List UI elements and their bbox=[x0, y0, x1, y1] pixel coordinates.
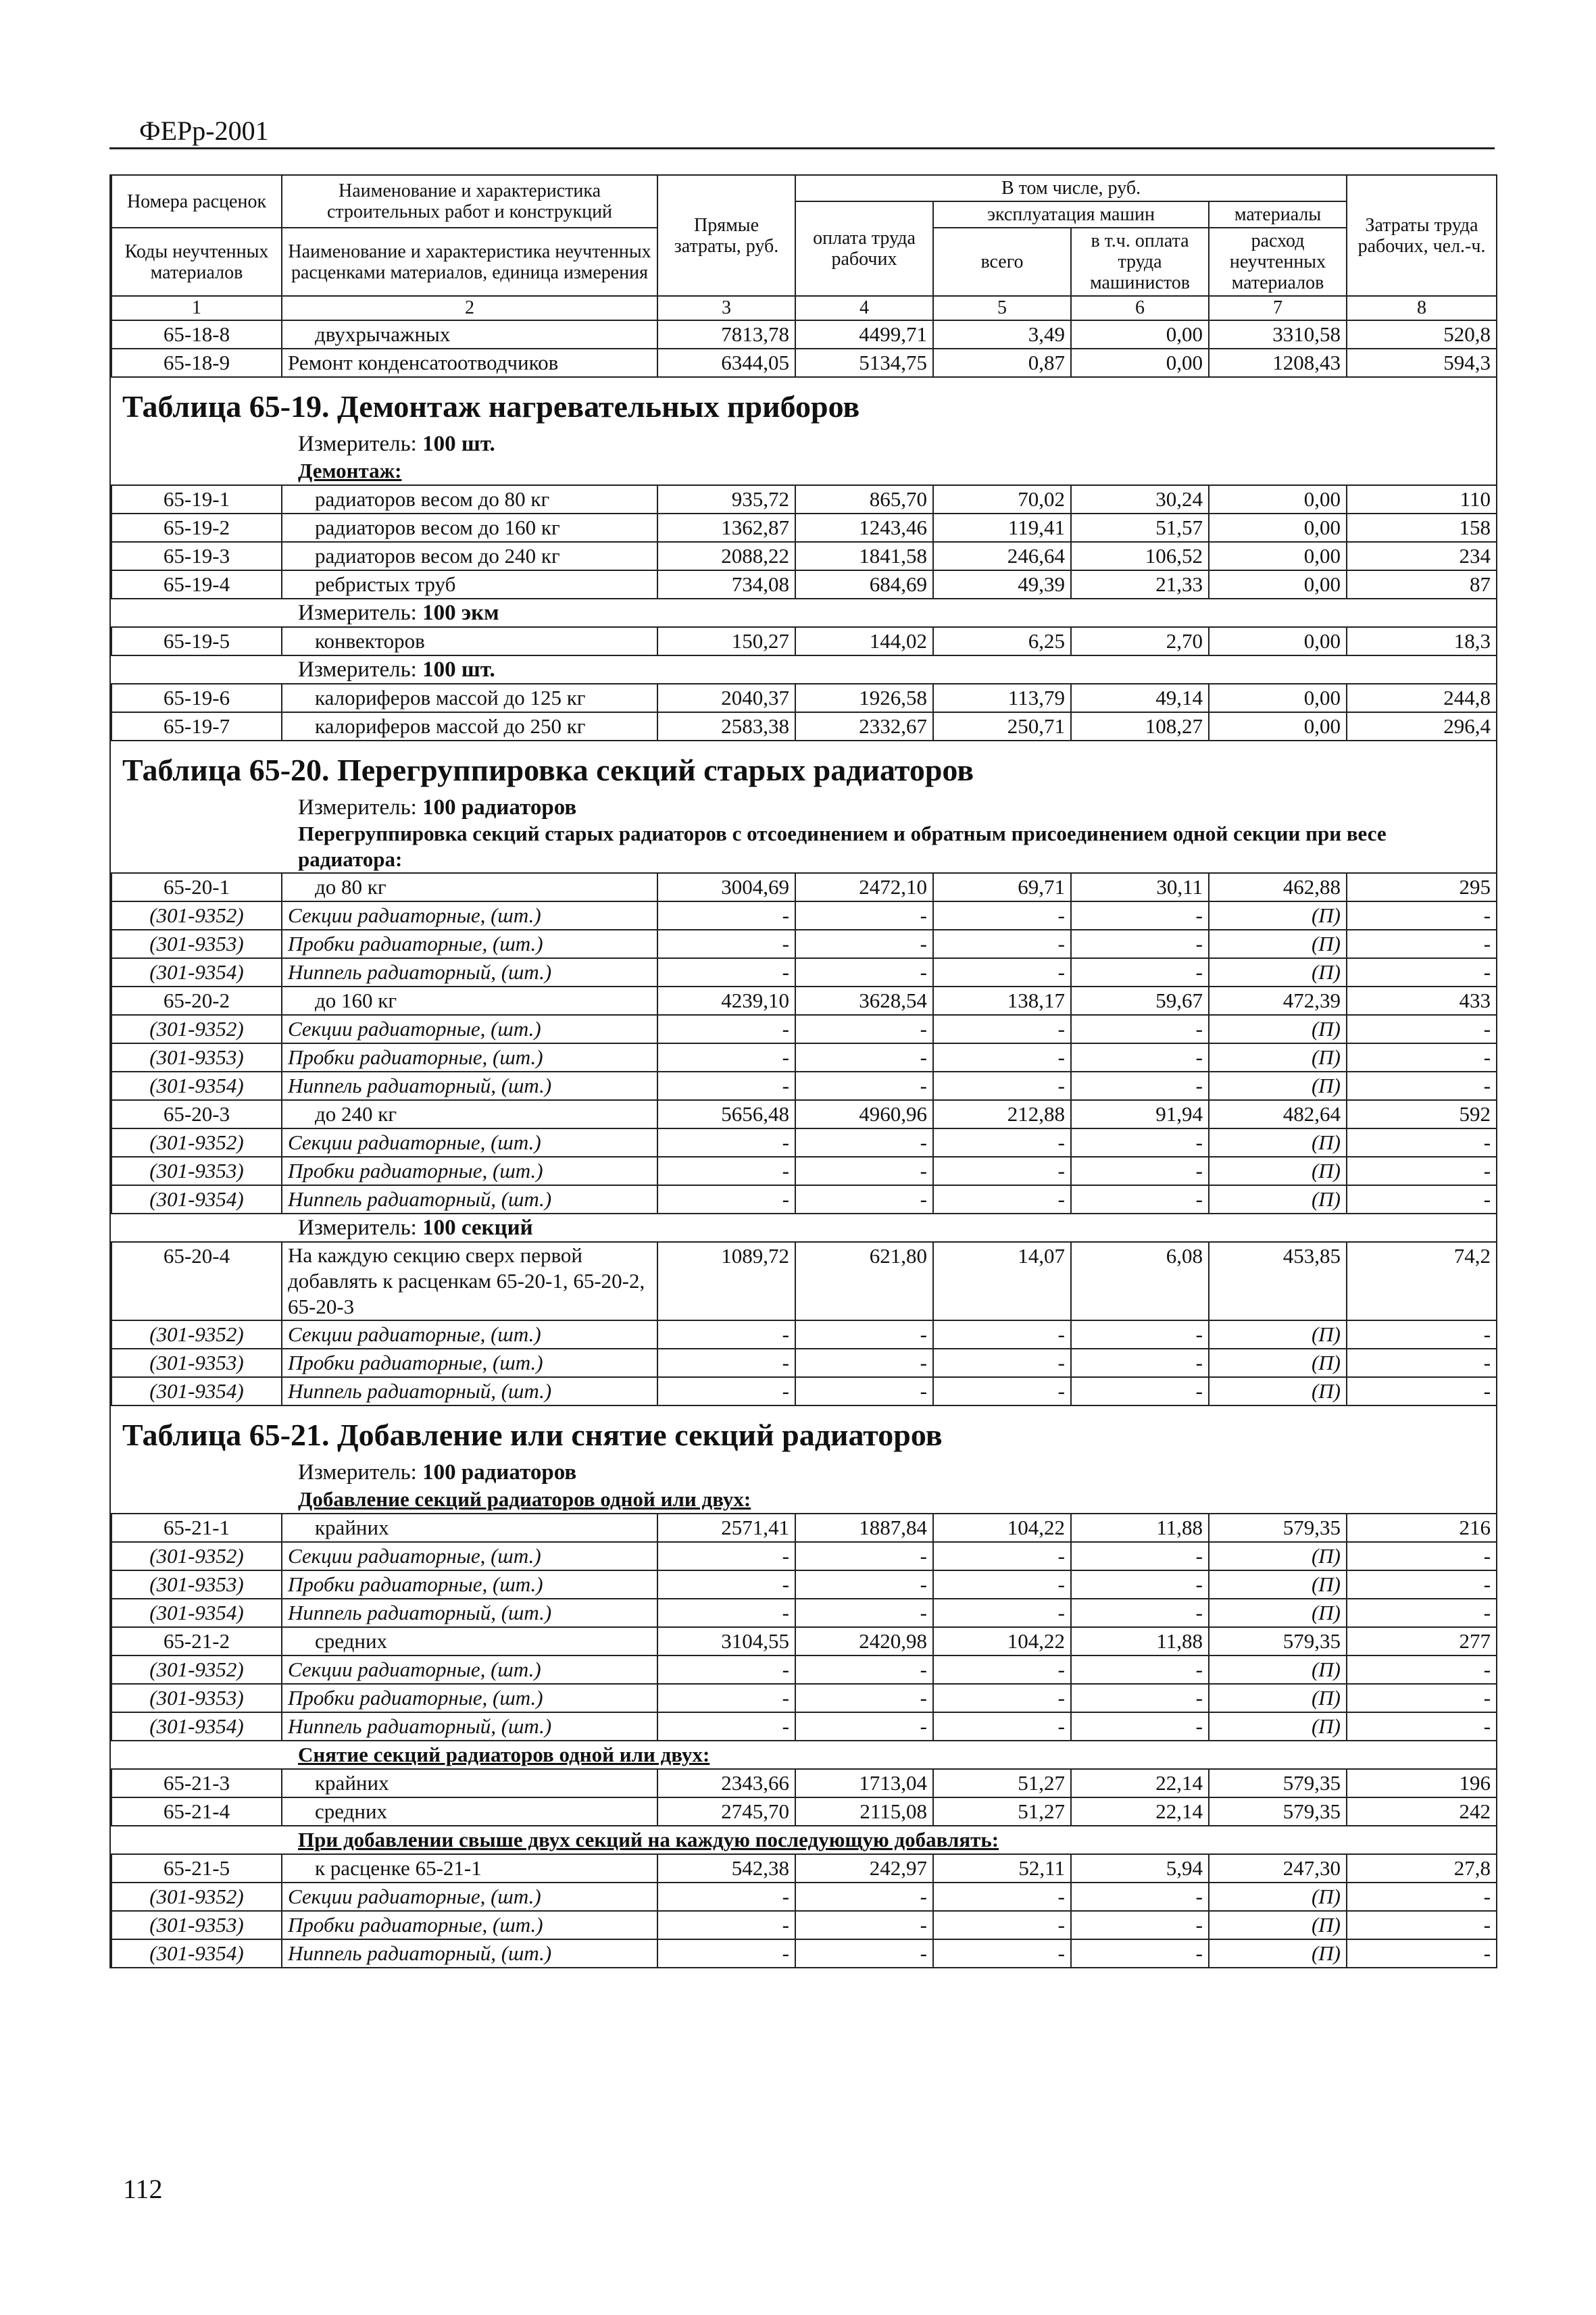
material-row: (301-9353) Пробки радиаторные, (шт.) - - - - (П) - bbox=[111, 1684, 1497, 1712]
material-row: (301-9353) Пробки радиаторные, (шт.) - - - - (П) - bbox=[111, 1349, 1497, 1377]
material-row: (301-9352) Секции радиаторные, (шт.) - - - - (П) - bbox=[111, 1015, 1497, 1043]
col-work-name-header: Наименование и характеристика строительных работ и конструкций bbox=[282, 175, 657, 228]
measure-value: 100 секций bbox=[422, 1216, 533, 1240]
table-row: 65-18-8 двухрычажных 7813,78 4499,71 3,49 0,00 3310,58 520,8 bbox=[111, 320, 1497, 349]
measure-value: 100 радиаторов bbox=[422, 1460, 577, 1485]
material-row: (301-9352) Секции радиаторные, (шт.) - - - - (П) - bbox=[111, 1128, 1497, 1157]
measure-label: Измеритель: bbox=[298, 601, 423, 625]
material-row: (301-9353) Пробки радиаторные, (шт.) - - - - (П) - bbox=[111, 1043, 1497, 1072]
measure-row bbox=[111, 1459, 1497, 1486]
material-row: (301-9352) Секции радиаторные, (шт.) - - - - (П) - bbox=[111, 1542, 1497, 1570]
table-title-65-19: Таблица 65-19. Демонтаж нагревательных приборов bbox=[122, 389, 860, 424]
material-row: (301-9353) Пробки радиаторные, (шт.) - - - - (П) - bbox=[111, 1157, 1497, 1185]
table-row: 65-21-1 крайних 2571,41 1887,84 104,22 11,88 579,35 216 bbox=[111, 1514, 1497, 1542]
material-row: (301-9352) Секции радиаторные, (шт.) - - - - (П) - bbox=[111, 1320, 1497, 1349]
material-row: (301-9354) Ниппель радиаторный, (шт.) - - - - (П) - bbox=[111, 1939, 1497, 1968]
material-row: (301-9352) Секции радиаторные, (шт.) - - - - (П) - bbox=[111, 1883, 1497, 1911]
table-title-65-20: Таблица 65-20. Перегруппировка секций старых радиаторов bbox=[122, 753, 974, 787]
col-direct-costs-header: Прямые затраты, руб. bbox=[657, 175, 795, 296]
page-number: 112 bbox=[123, 2174, 163, 2204]
header-rule bbox=[109, 147, 1495, 149]
material-row: (301-9354) Ниппель радиаторный, (шт.) - - - - (П) - bbox=[111, 958, 1497, 987]
measure-value: 100 радиаторов bbox=[422, 795, 577, 820]
section-row bbox=[111, 1741, 1497, 1769]
table-title-65-21: Таблица 65-21. Добавление или снятие секций радиаторов bbox=[122, 1418, 943, 1452]
table-row: 65-19-6 калориферов массой до 125 кг 2040,37 1926,58 113,79 49,14 0,00 244,8 bbox=[111, 684, 1497, 712]
col-material-names-header: Наименование и характеристика неучтенных расценками материалов, единица измерения bbox=[282, 228, 657, 296]
measure-row bbox=[111, 794, 1497, 821]
section-row bbox=[111, 1826, 1497, 1854]
measure-label: Измеритель: bbox=[298, 432, 423, 456]
main-table-region bbox=[109, 174, 1497, 1968]
material-row: (301-9354) Ниппель радиаторный, (шт.) - - - - (П) - bbox=[111, 1712, 1497, 1741]
section-heading: Снятие секций радиаторов одной или двух: bbox=[282, 1741, 1497, 1769]
col-machinist-pay-header: в т.ч. оплата труда машинистов bbox=[1071, 228, 1209, 296]
col-group-header: В том числе, руб. bbox=[795, 175, 1347, 201]
section-row bbox=[111, 457, 1497, 485]
table-row: 65-21-4 средних 2745,70 2115,08 51,27 22,14 579,35 242 bbox=[111, 1797, 1497, 1826]
measure-label: Измеритель: bbox=[298, 1460, 423, 1485]
section-row bbox=[111, 1486, 1497, 1514]
col-machines-header: эксплуатация машин bbox=[933, 201, 1209, 228]
table-row: 65-20-2 до 160 кг 4239,10 3628,54 138,17 59,67 472,39 433 bbox=[111, 987, 1497, 1015]
table-row: 65-20-4 На каждую секцию сверх первой добавлять к расценкам 65-20-1, 65-20-2, 65-20-3 1089,72 621,80 14,07 6,08 453,85 74,2 bbox=[111, 1242, 1497, 1320]
measure-row bbox=[111, 599, 1497, 627]
measure-row bbox=[111, 655, 1497, 684]
col-unaccounted-materials-header: расход неучтенных материалов bbox=[1209, 228, 1347, 296]
measure-value: 100 экм bbox=[422, 601, 499, 625]
table-row: 65-19-5 конвекторов 150,27 144,02 6,25 2,70 0,00 18,3 bbox=[111, 627, 1497, 655]
material-row: (301-9352) Секции радиаторные, (шт.) - - - - (П) - bbox=[111, 901, 1497, 930]
material-row: (301-9353) Пробки радиаторные, (шт.) - - - - (П) - bbox=[111, 1911, 1497, 1939]
header-row-1 bbox=[111, 175, 1497, 201]
col-materials-header: материалы bbox=[1209, 201, 1347, 228]
col-material-codes-header: Коды неучтенных материалов bbox=[111, 228, 282, 296]
measure-label: Измеритель: bbox=[298, 1216, 423, 1240]
material-row: (301-9353) Пробки радиаторные, (шт.) - - - - (П) - bbox=[111, 930, 1497, 958]
price-table bbox=[111, 174, 1497, 1968]
measure-label: Измеритель: bbox=[298, 657, 423, 682]
col-rate-number-header: Номера расценок bbox=[111, 175, 282, 228]
material-row: (301-9354) Ниппель радиаторный, (шт.) - - - - (П) - bbox=[111, 1599, 1497, 1627]
page-header: ФЕРр-2001 bbox=[139, 116, 269, 146]
table-row: 65-19-1 радиаторов весом до 80 кг 935,72 865,70 70,02 30,24 0,00 110 bbox=[111, 485, 1497, 514]
section-heading: Добавление секций радиаторов одной или двух: bbox=[282, 1486, 1497, 1514]
measure-row bbox=[111, 1214, 1497, 1242]
material-row: (301-9353) Пробки радиаторные, (шт.) - - - - (П) - bbox=[111, 1570, 1497, 1599]
column-numbers-row: 1 2 3 4 5 6 7 8 bbox=[111, 296, 1497, 320]
col-labor-pay-header: оплата труда рабочих bbox=[795, 201, 933, 296]
section-row bbox=[111, 821, 1497, 873]
material-row: (301-9352) Секции радиаторные, (шт.) - - - - (П) - bbox=[111, 1656, 1497, 1684]
table-row: 65-19-7 калориферов массой до 250 кг 2583,38 2332,67 250,71 108,27 0,00 296,4 bbox=[111, 712, 1497, 741]
table-row: 65-21-2 средних 3104,55 2420,98 104,22 11,88 579,35 277 bbox=[111, 1627, 1497, 1656]
material-row: (301-9354) Ниппель радиаторный, (шт.) - - - - (П) - bbox=[111, 1072, 1497, 1100]
measure-value: 100 шт. bbox=[422, 432, 495, 456]
material-row: (301-9354) Ниппель радиаторный, (шт.) - - - - (П) - bbox=[111, 1377, 1497, 1405]
measure-value: 100 шт. bbox=[422, 657, 495, 682]
material-row: (301-9354) Ниппель радиаторный, (шт.) - - - - (П) - bbox=[111, 1185, 1497, 1214]
table-row: 65-20-3 до 240 кг 5656,48 4960,96 212,88 91,94 482,64 592 bbox=[111, 1100, 1497, 1128]
measure-label: Измеритель: bbox=[298, 795, 423, 820]
table-row: 65-20-1 до 80 кг 3004,69 2472,10 69,71 30,11 462,88 295 bbox=[111, 873, 1497, 901]
table-row: 65-21-5 к расценке 65-21-1 542,38 242,97 52,11 5,94 247,30 27,8 bbox=[111, 1854, 1497, 1883]
section-heading: Демонтаж: bbox=[282, 457, 1497, 485]
section-heading: При добавлении свыше двух секций на каждую последующую добавлять: bbox=[282, 1826, 1497, 1854]
table-row: 65-19-3 радиаторов весом до 240 кг 2088,22 1841,58 246,64 106,52 0,00 234 bbox=[111, 542, 1497, 570]
table-row: 65-18-9 Ремонт конденсатоотводчиков 6344,05 5134,75 0,87 0,00 1208,43 594,3 bbox=[111, 349, 1497, 377]
table-row: 65-21-3 крайних 2343,66 1713,04 51,27 22,14 579,35 196 bbox=[111, 1769, 1497, 1797]
col-labor-hours-header: Затраты труда рабочих, чел.-ч. bbox=[1347, 175, 1497, 296]
section-heading: Перегруппировка секций старых радиаторов с отсоединением и обратным присоединением одной секции при весе радиатора: bbox=[282, 821, 1497, 873]
measure-row bbox=[111, 430, 1497, 457]
table-row: 65-19-4 ребристых труб 734,08 684,69 49,39 21,33 0,00 87 bbox=[111, 570, 1497, 599]
col-machines-total-header: всего bbox=[933, 228, 1071, 296]
table-row: 65-19-2 радиаторов весом до 160 кг 1362,87 1243,46 119,41 51,57 0,00 158 bbox=[111, 514, 1497, 542]
